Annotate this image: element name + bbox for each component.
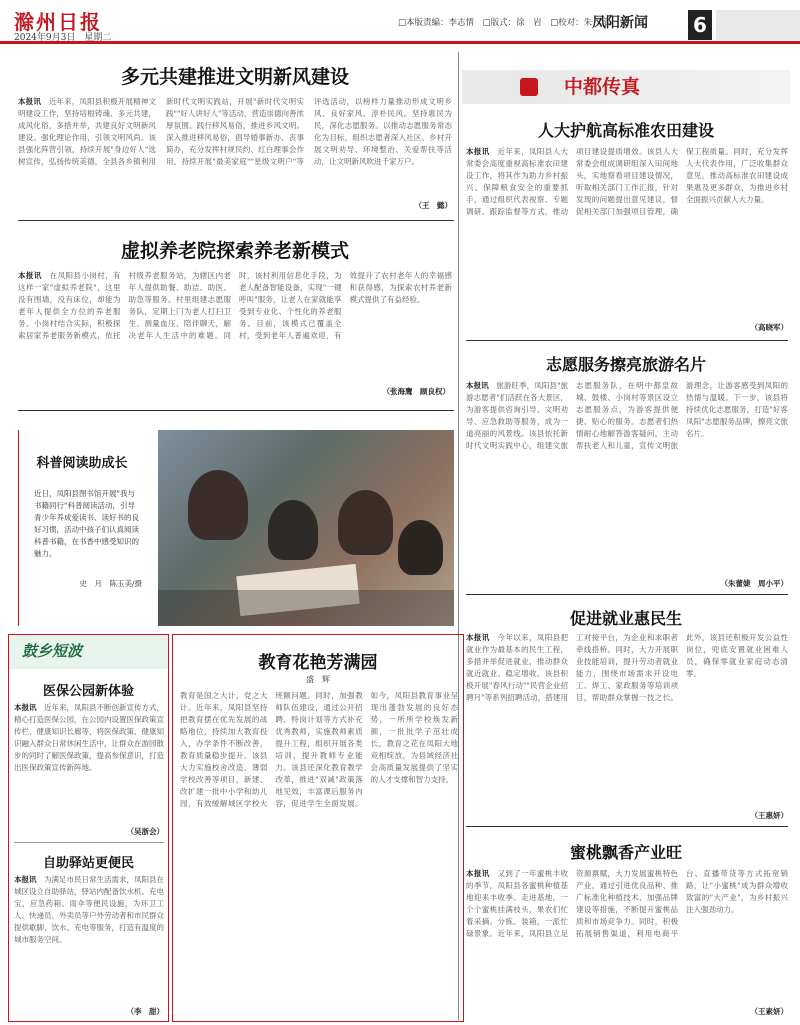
article6-headline: 蜜桃飘香产业旺 [569, 843, 682, 862]
editor-credits: □本版责编：李志情 □版式：徐 岩 □校对：朱 宾 [398, 18, 610, 28]
person-figure [268, 500, 318, 560]
divider [466, 594, 788, 595]
article8-body [14, 874, 164, 1004]
photo-title: 科普阅读助成长 [36, 456, 128, 471]
article2-text: 在凤阳县小岗村，有这样一家"虚拟养老院"，这里没有围墙，没有床位，却能为老年人提供全方位的养老服务。小岗村结合实际，积极探索居家养老服务新模式，依托村级养老服务站，为辖区内老年人提供助餐、助洁、助医、助急等服务。村里组建志愿服务队，定期上门为老人打扫卫生、测量血压、陪伴聊天，解决老年人生活中的难题。同时，该村利用信息化手段，为老人配备智能设备，实现"一键呼叫"服务，让老人在家就能享受到专业化、个性化的养老服务。目前，该模式已覆盖全村，受到老年人普遍欢迎，有效提升了农村老年人的幸福感和获得感，为探索农村养老新模式提供了有益经验。 [18, 271, 452, 340]
article7-headline: 医保公园新体验 [42, 684, 134, 699]
photo-caption: 近日，凤阳县图书馆开展"我与书籍同行"科普阅读活动，引导青少年养成爱读书、读好书的良好习惯，活动中孩子们认真阅读科普书籍，在书香中感受知识的魅力。 [34, 489, 139, 558]
article7-lead: 本报讯 [14, 703, 37, 712]
reading-photo [158, 430, 454, 626]
article1-body [18, 96, 452, 214]
article6-lead: 本报讯 [466, 869, 490, 878]
article1-headline: 多元共建推进文明新风建设 [120, 66, 349, 88]
divider [18, 220, 454, 221]
article3-byline: （高晓军） [750, 323, 788, 332]
article2-body [18, 270, 452, 378]
publication-date: 2024年9月3日 星期二 [14, 33, 112, 43]
article5-headline: 促进就业惠民生 [569, 609, 682, 628]
section-title: 凤阳新闻 [592, 15, 648, 31]
page-number-bar [716, 10, 800, 40]
article1-text: 近年来，凤阳县积极开展精神文明建设工作，坚持培根铸魂、多元共建，成风化俗，多措并举，共建良好文明新风建设。强化理论作用，引领文明风尚。该县强化阵营引领，持续开展"身边好人"选树宣传，弘扬传统美德，全县各乡镇利用新时代文明实践站，开展"新时代文明实践""好人讲好人"等活动，营造崇德向善浓厚氛围。践行移风易俗，推进乡风文明。深入推进移风易俗，倡导婚事新办、丧事简办，充分发挥村规民约、红白理事会作用，持续开展"最美家庭""星级文明户"等评选活动，以榜样力量推动形成文明乡风、良好家风、淳朴民风。坚持惠民为民，深化志愿服务。以推动志愿服务常态化为目标，组织志愿者深入社区、乡村开展文明劝导、环境整治、关爱帮扶等活动，让文明新风吹进千家万户。 [18, 97, 452, 166]
guxiang-banner-title: 鼓乡短波 [22, 642, 83, 660]
table-surface [158, 590, 454, 626]
article5-body [466, 632, 788, 808]
article2-lead: 本报讯 [18, 271, 42, 280]
article1-byline: （王 懿） [414, 201, 452, 210]
article9-author: 盛 辉 [306, 675, 330, 684]
person-figure [398, 520, 443, 575]
article8-headline: 自助驿站更便民 [42, 856, 134, 871]
divider [14, 842, 164, 843]
article1-lead: 本报讯 [18, 97, 42, 106]
article3-body [466, 146, 788, 318]
article4-text: 旅游旺季，凤阳县"旅游志愿者"们活跃在各大景区，为游客提供咨询引导、文明劝导、应急救助等服务，成为一道亮丽的风景线。该县依托新时代文明实践中心，组建文旅志愿服务队，在明中都皇故城、鼓楼、小岗村等景区设立志愿服务点，为游客提供便捷、贴心的服务。志愿者们热情耐心地解答游客疑问，主动帮扶老人和儿童，宣传文明旅游理念，让游客感受到凤阳的热情与温暖。下一步，该县将持续优化志愿服务，打造"好客凤阳"志愿服务品牌，擦亮文旅名片。 [466, 381, 788, 450]
person-figure [188, 470, 248, 540]
divider [466, 826, 788, 827]
article7-byline: （吴浙会） [126, 827, 164, 836]
article6-byline: （王素妍） [750, 1007, 788, 1016]
article8-byline: （李 甜） [126, 1007, 164, 1016]
article4-lead: 本报讯 [466, 381, 489, 390]
article6-body [466, 868, 788, 1004]
article7-body [14, 702, 164, 822]
article8-text: 为满足市民日常生活需求，凤阳县在城区设立自助驿站，驿站内配备饮水机、充电宝、应急药箱、雨伞等便民设施，为环卫工人、快递员、外卖员等户外劳动者和市民群众提供歇脚、饮水、充电等服务，打造有温度的城市服务空间。 [14, 875, 164, 944]
article7-text: 近年来，凤阳县不断创新宣传方式，精心打造医保公园，在公园内设置医保政策宣传栏、健康知识长廊等，将医保政策、健康知识融入群众日常休闲生活中，让群众在游园散步的同时了解医保政策，提高参保意识，打造出医保政策宣传新阵地。 [14, 703, 164, 772]
banner-icon [520, 78, 538, 96]
article3-headline: 人大护航高标准农田建设 [537, 121, 714, 140]
zhongdu-banner-title: 中都传真 [563, 76, 640, 98]
page-number: 6 [688, 10, 712, 40]
person-figure [338, 490, 393, 555]
article3-lead: 本报讯 [466, 147, 490, 156]
divider [466, 340, 788, 341]
article4-headline: 志愿服务擦亮旅游名片 [545, 355, 706, 374]
article8-lead: 本报讯 [14, 875, 37, 884]
article9-body: 教育是国之大计，党之大计。近年来，凤阳县坚持把教育摆在优先发展的战略地位，持续加大教育投入，办学条件不断改善，教育质量稳步提升。该县大力实施校舍改造、薄弱学校改善等项目，新建、改扩建一批中小学和幼儿园，有效缓解城区学校大班额问题。同时，加强教师队伍建设，通过公开招聘、特岗计划等方式补充优秀教师，实施教师素质提升工程，组织开展各类培训，提升教师专业能力。该县还深化教育教学改革，推进"双减"政策落地见效，丰富课后服务内容，促进学生全面发展。如今，凤阳县教育事业呈现出蓬勃发展的良好态势，一所所学校焕发新颜，一批批学子茁壮成长，教育之花在凤阳大地竞相绽放，为县域经济社会高质量发展提供了坚实的人才支撑和智力支持。 [180, 691, 458, 808]
article9-headline: 教育花艳芳满园 [258, 653, 378, 673]
divider [18, 410, 454, 411]
article2-headline: 虚拟养老院探索养老新模式 [120, 240, 349, 262]
article3-text: 近年来，凤阳县人大常委会高度重视高标准农田建设工作，将其作为助力乡村振兴、保障粮食安全的重要抓手，通过组织代表视察、专题调研、跟踪监督等方式，推动项目建设提质增效。该县人大常委会组成调研组深入田间地头，实地察看项目建设情况，听取相关部门工作汇报，针对发现的问题提出意见建议，督促相关部门加强项目管理，确保工程质量。同时，充分发挥人大代表作用，广泛收集群众意见，推动高标准农田建设成果惠及更多群众，为推进乡村全面振兴贡献人大力量。 [466, 147, 788, 216]
photo-credit: 史 月 陈玉美/摄 [79, 579, 142, 588]
article4-byline: （朱蕾婕 周小平） [720, 579, 788, 588]
newspaper-logo: 滁州日报 [14, 10, 102, 34]
article4-body [466, 380, 788, 576]
article2-byline: （张海鹰 顾良权） [382, 387, 450, 396]
article5-text: 今年以来，凤阳县把就业作为最基本的民生工程，多措并举促进就业，推动群众就近就业、稳定增收。该县积极开展"春风行动""民营企业招聘月"等系列招聘活动，搭建用工对接平台，为企业和求职者牵线搭桥。同时，大力开展职业技能培训，提升劳动者就业能力，围绕市场需求开设电工、焊工、家政服务等培训项目，帮助群众掌握一技之长。此外，该县还积极开发公益性岗位，兜底安置就业困难人员，确保零就业家庭动态清零。 [466, 633, 788, 702]
article5-byline: （王惠妍） [750, 811, 788, 820]
article5-lead: 本报讯 [466, 633, 490, 642]
article6-text: 又到了一年蜜桃丰收的季节，凤阳县各蜜桃种植基地迎来丰收季。走进基地，一个个蜜桃挂满枝头，果农们忙着采摘、分拣、装箱，一派忙碌景象。近年来，凤阳县立足资源禀赋，大力发展蜜桃特色产业，通过引进优良品种、推广标准化种植技术、加强品牌建设等措施，不断提升蜜桃品质和市场竞争力。同时，积极拓展销售渠道，利用电商平台、直播带货等方式拓宽销路，让"小蜜桃"成为群众增收致富的"大产业"，为乡村振兴注入强劲动力。 [466, 869, 788, 938]
